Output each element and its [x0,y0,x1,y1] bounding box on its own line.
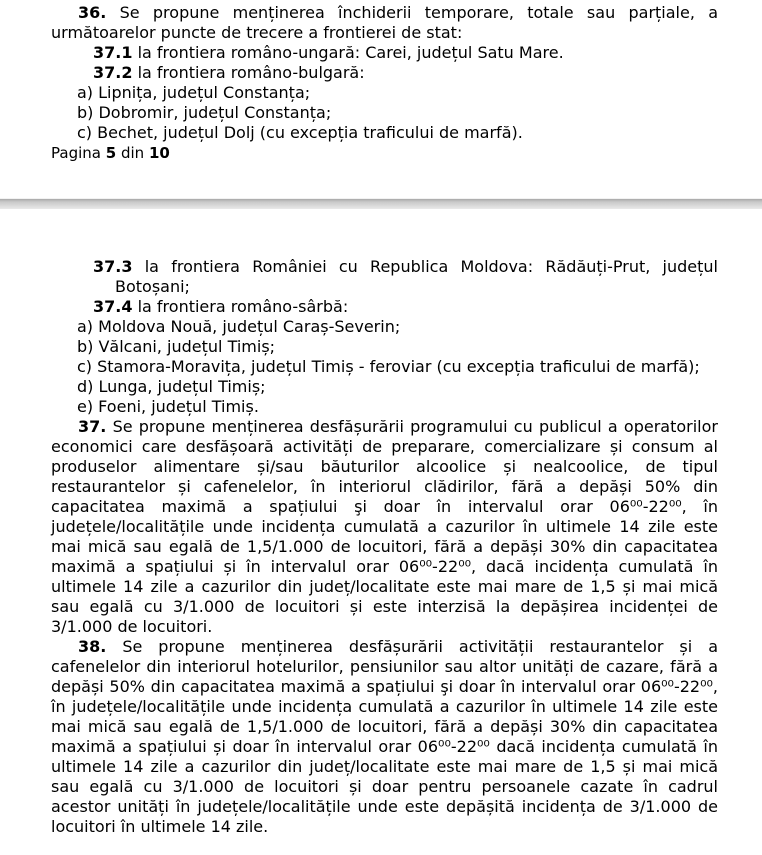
page-number: 5 [105,144,117,162]
list-item-d-text: d) Lunga, județul Timiș; [77,377,266,396]
list-item-d [51,377,718,397]
total-pages: 10 [148,144,170,162]
page-footer-prefix: Pagina [51,144,101,162]
page-footer-separator: din [120,144,145,162]
subitem-37-4-text: la frontiera româno-sârbă: [137,297,349,316]
subitem-37-4 [51,297,718,317]
list-item-c-text: c) Bechet, județul Dolj (cu excepția traficului de marfă). [77,123,523,142]
page-footer [51,143,718,163]
list-item-e [51,397,718,417]
paragraph-36 [51,3,718,43]
list-item-a-text: a) Lipnița, județul Constanța; [77,83,311,102]
list-item-c-text: c) Stamora-Moravița, județul Timiș - feroviar (cu excepția traficului de marfă); [77,357,700,376]
paragraph-37-number: 37. [78,417,107,436]
subitem-37-2 [51,63,718,83]
list-item-c [51,357,718,377]
list-item-a [51,317,718,337]
page-6 [0,209,762,855]
paragraph-37 [51,417,718,637]
list-item-b-text: b) Dobromir, județul Constanța; [77,103,332,122]
paragraph-36-number: 36. [78,3,107,22]
subitem-37-3-text: la frontiera României cu Republica Moldova: Rădăuți-Prut, județul Botoșani; [115,257,719,296]
list-item-a [51,83,718,103]
list-item-a-text: a) Moldova Nouă, județul Caraș-Severin; [77,317,401,336]
subitem-37-4-number: 37.4 [93,297,133,316]
subitem-37-1-number: 37.1 [93,43,133,62]
subitem-37-3-number: 37.3 [93,257,133,276]
paragraph-38 [51,637,718,837]
subitem-37-2-text: la frontiera româno-bulgară: [137,63,365,82]
page-5 [0,0,762,198]
list-item-b-text: b) Vălcani, județul Timiș; [77,337,276,356]
paragraph-36-text: Se propune menținerea închiderii temporare, totale sau parțiale, a următoarelor puncte de trecere a frontierei de stat: [51,3,718,42]
subitem-37-1 [51,43,718,63]
list-item-e-text: e) Foeni, județul Timiș. [77,397,259,416]
list-item-b [51,103,718,123]
paragraph-38-text: Se propune menținerea desfășurării activității restaurantelor și a cafenelelor din interiorul hotelurilor, pensiunilor sau altor unități de cazare, fără a depăși 50% din capacitatea maximă a spațiului şi doar în intervalul orar 06⁰⁰-22⁰⁰, în județele/localitățile unde incidența cumulată a cazurilor în ultimele 14 zile este mai mică sau egală de 1,5/1.000 de locuitori, fără a depăși 30% din capacitatea maximă a spațiului și doar în intervalul orar 06⁰⁰-22⁰⁰ dacă incidența cumulată în ultimele 14 zile a cazurilor din județ/localitate este mai mare de 1,5 și mai mică sau egală cu 3/1.000 de locuitori și doar pentru persoanele cazate în cadrul acestor unități în județele/localitățile unde este depășită incidența de 3/1.000 de locuitori în ultimele 14 zile. [51,637,718,836]
list-item-b [51,337,718,357]
subitem-37-2-number: 37.2 [93,63,133,82]
list-item-c [51,123,718,143]
paragraph-37-text: Se propune menținerea desfășurării programului cu publicul a operatorilor economici care desfășoară activități de preparare, comercializare și consum al produselor alimentare și/sau băuturilor alcoolice și nealcoolice, de tipul restaurantelor și cafenelelor, în interiorul clădirilor, fără a depăși 50% din capacitatea maximă a spațiului şi doar în intervalul orar 06⁰⁰-22⁰⁰, în județele/localitățile unde incidența cumulată a cazurilor în ultimele 14 zile este mai mică sau egală de 1,5/1.000 de locuitori, fără a depăși 30% din capacitatea maximă a spațiului și în intervalul orar 06⁰⁰-22⁰⁰, dacă incidența cumulată în ultimele 14 zile a cazurilor din județ/localitate este mai mare de 1,5 și mai mică sau egală cu 3/1.000 de locuitori și este interzisă la depășirea incidenței de 3/1.000 de locuitori. [51,417,718,636]
page-separator [0,198,762,209]
paragraph-38-number: 38. [78,637,107,656]
subitem-37-1-text: la frontiera româno-ungară: Carei, județul Satu Mare. [137,43,564,62]
subitem-37-3 [51,257,718,297]
